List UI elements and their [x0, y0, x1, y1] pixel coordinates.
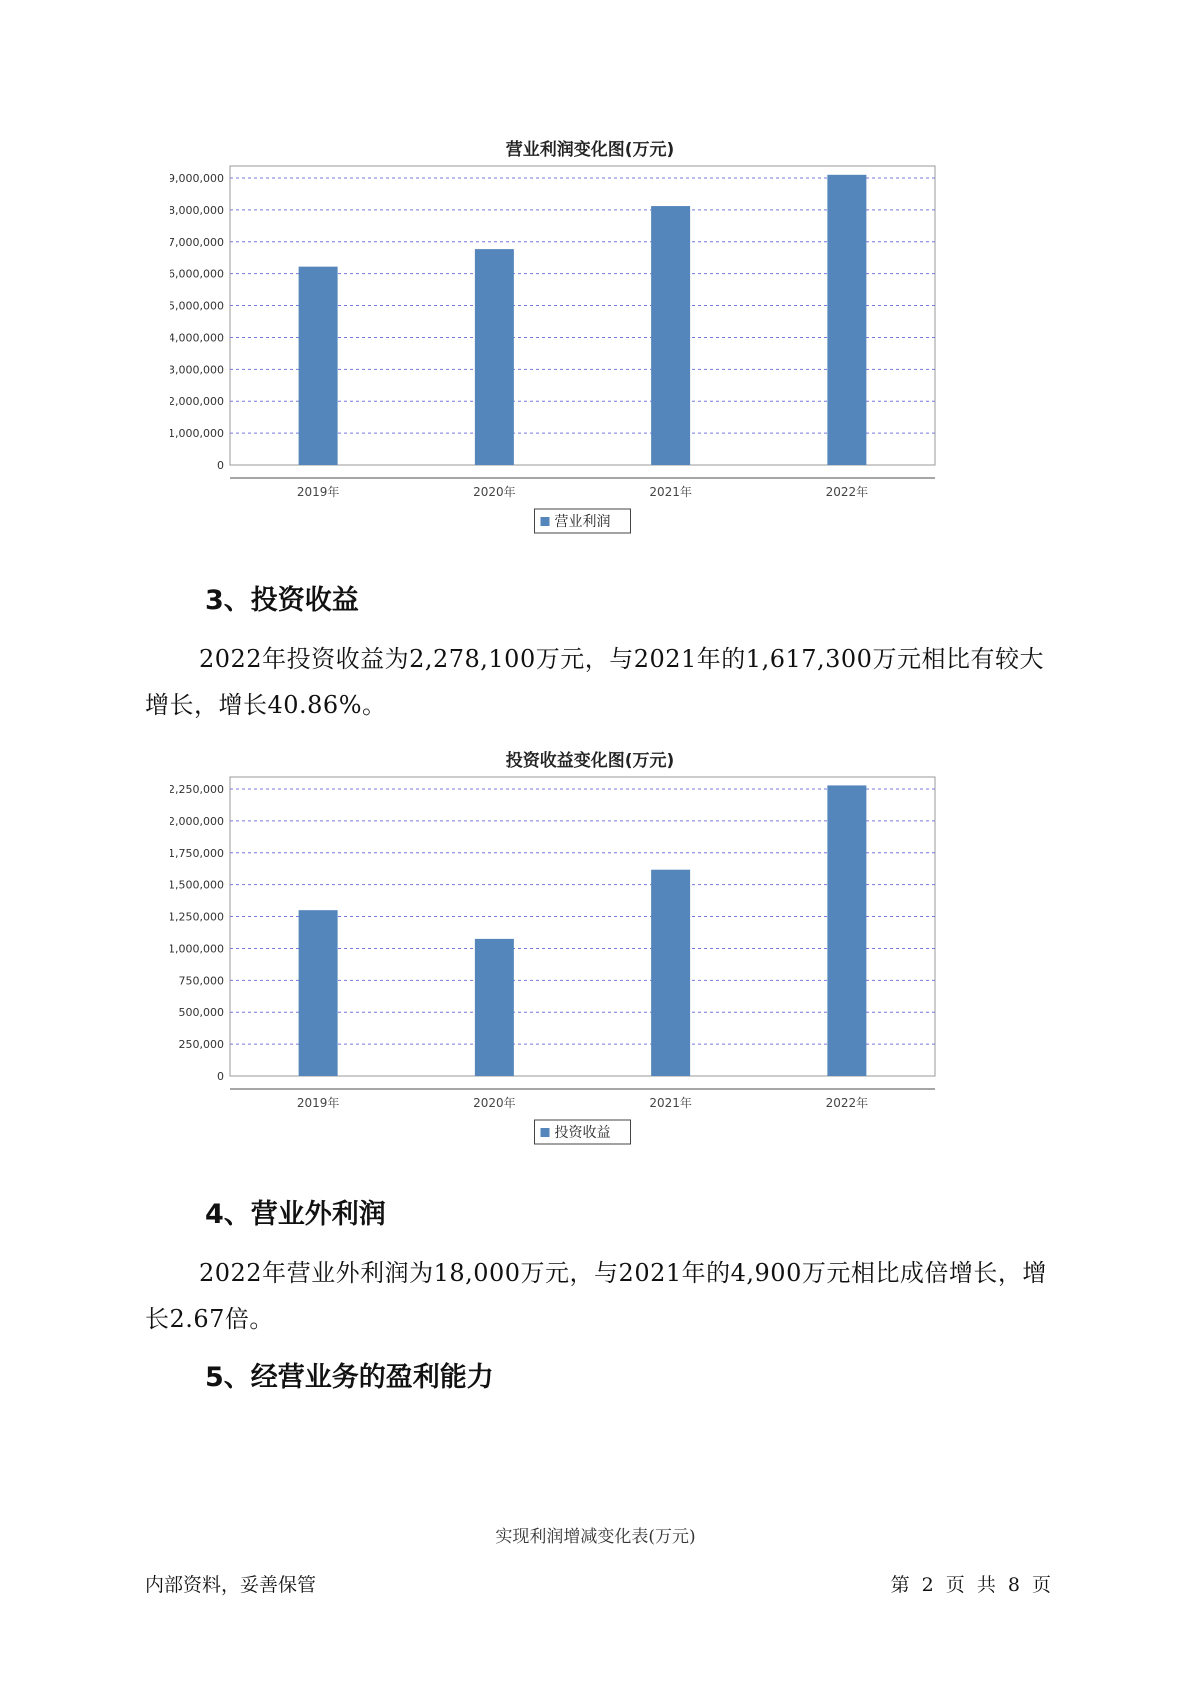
y-tick-label: 1,000,000 [170, 942, 224, 956]
chart-svg [170, 771, 1010, 1181]
y-tick-label: 7,000,000 [170, 235, 224, 249]
y-tick-label: 250,000 [178, 1038, 224, 1052]
y-tick-label: 500,000 [178, 1006, 224, 1020]
footer-page-number: 第 2 页 共 8 页 [890, 1574, 1051, 1596]
legend-label: 营业利润 [554, 514, 611, 530]
chart-svg [170, 160, 1010, 570]
y-tick-label: 0 [217, 459, 224, 472]
y-tick-label: 9,000,000 [170, 172, 224, 185]
bar [299, 910, 338, 1076]
chart-title: 投资收益变化图(万元) [505, 751, 675, 771]
bar [651, 870, 690, 1076]
bar [827, 785, 866, 1076]
operating-profit-chart [170, 135, 1010, 574]
footer-confidential: 内部资料，妥善保管 [145, 1574, 317, 1596]
y-tick-label: 2,250,000 [170, 783, 224, 796]
y-tick-label: 2,000,000 [170, 395, 224, 409]
investment-paragraph: 2022年投资收益为2,278,100万元，与2021年的1,617,300万元相比有较大增长，增长40.86%。 [145, 645, 1044, 719]
bar [475, 939, 514, 1076]
legend-swatch [541, 517, 550, 526]
legend-label: 投资收益 [554, 1125, 611, 1141]
chart-title: 营业利润变化图(万元) [505, 140, 675, 160]
section-heading-nonoperating: 4、营业外利润 [205, 1199, 386, 1230]
section-heading-investment: 3、投资收益 [205, 585, 359, 616]
bar [651, 206, 690, 465]
y-tick-label: 8,000,000 [170, 203, 224, 217]
y-tick-label: 3,000,000 [170, 363, 224, 377]
x-tick-label: 2019年 [296, 1096, 340, 1110]
y-tick-label: 2,000,000 [170, 814, 224, 828]
y-tick-label: 1,250,000 [170, 910, 224, 924]
y-tick-label: 1,000,000 [170, 427, 224, 441]
y-tick-label: 6,000,000 [170, 267, 224, 281]
x-tick-label: 2021年 [649, 485, 692, 499]
y-tick-label: 5,000,000 [170, 299, 224, 313]
investment-income-chart [170, 746, 1010, 1185]
bar [299, 267, 338, 465]
x-tick-label: 2020年 [473, 1096, 516, 1110]
legend-swatch [541, 1128, 550, 1137]
section-heading-profitability: 5、经营业务的盈利能力 [205, 1362, 494, 1393]
x-tick-label: 2021年 [649, 1096, 692, 1110]
x-tick-label: 2020年 [473, 485, 516, 499]
bar [827, 175, 866, 465]
y-tick-label: 750,000 [178, 974, 224, 988]
bar [475, 249, 514, 465]
table-caption: 实现利润增减变化表(万元) [495, 1527, 696, 1547]
x-tick-label: 2022年 [825, 1096, 869, 1110]
nonoperating-paragraph: 2022年营业外利润为18,000万元，与2021年的4,900万元相比成倍增长，增长2.67倍。 [145, 1259, 1047, 1333]
y-tick-label: 1,500,000 [170, 878, 224, 892]
y-tick-label: 4,000,000 [170, 331, 224, 345]
y-tick-label: 0 [217, 1070, 224, 1083]
y-tick-label: 1,750,000 [170, 846, 224, 860]
x-tick-label: 2019年 [296, 485, 340, 499]
x-tick-label: 2022年 [825, 485, 869, 499]
